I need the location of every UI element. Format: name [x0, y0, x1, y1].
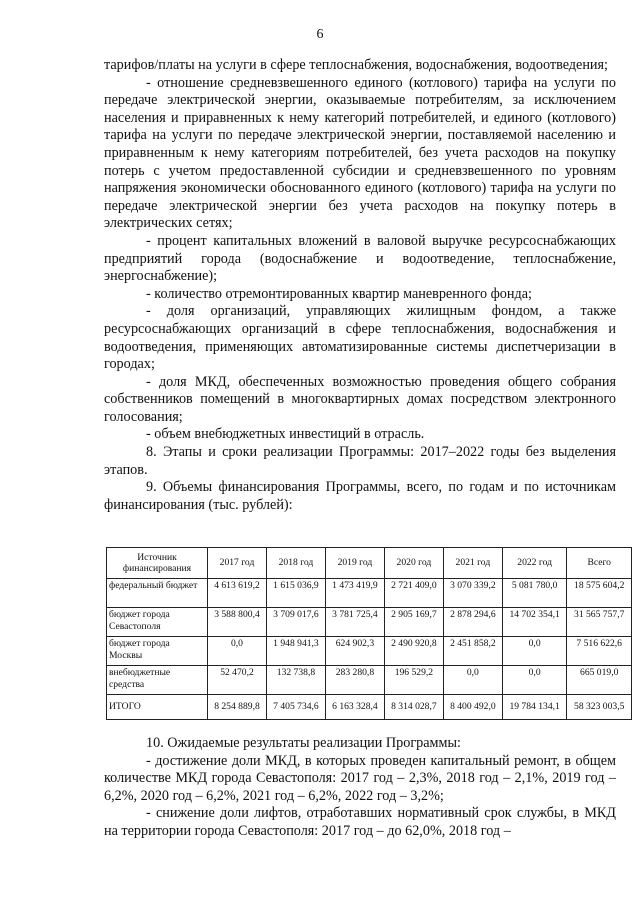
table-cell: 19 784 134,1	[502, 695, 567, 720]
table-cell: 8 400 492,0	[443, 695, 502, 720]
header-2020: 2020 год	[384, 548, 443, 579]
row-label: бюджет города Москвы	[107, 637, 208, 666]
table-cell: 665 019,0	[567, 666, 632, 695]
table-cell: 5 081 780,0	[502, 579, 567, 608]
table-cell: 624 902,3	[325, 637, 384, 666]
table-cell: 18 575 604,2	[567, 579, 632, 608]
header-source: Источник финансирования	[107, 548, 208, 579]
table-cell: 2 451 858,2	[443, 637, 502, 666]
table-cell: 58 323 003,5	[567, 695, 632, 720]
table-cell: 283 280,8	[325, 666, 384, 695]
paragraph-capital-repair-share: - достижение доли МКД, в которых проведен капитальный ремонт, в общем количестве МКД города Севастополя: 2017 год – 2,3%, 2018 год – 2,1%, 2019 год – 6,2%, 2020 год – 6,2%, 2021 год – 6,2%, 2022 год – 3,2%;	[104, 752, 616, 804]
header-2017: 2017 год	[208, 548, 267, 579]
paragraph-tariff-ratio: - отношение средневзвешенного единого (котлового) тарифа на услуги по передаче электрической энергии, оказываемые потребителям, за исключением населения и приравненных к нему категорий потребителей, и единого (котлового) тарифа на услуги по передаче электрической энергии, поставляемой населению и приравненным к нему категориям потребителей, без учета расходов на покупку потерь с учетом предоставленной субсидии и средневзвешенного по уровням напряжения экономически обоснованного единого (котлового) тарифа на услуги по передаче электрической энергии без учета расходов на покупку потерь в электрических сетях;	[104, 74, 616, 232]
table-cell: 3 781 725,4	[325, 608, 384, 637]
table-row	[107, 579, 632, 608]
table-cell: 2 721 409,0	[384, 579, 443, 608]
table-row	[107, 637, 632, 666]
table-cell: 3 709 017,6	[266, 608, 325, 637]
header-2019: 2019 год	[325, 548, 384, 579]
table-row	[107, 608, 632, 637]
row-label: бюджет города Севастополя	[107, 608, 208, 637]
row-label: внебюджетные средства	[107, 666, 208, 695]
document-body	[104, 57, 616, 514]
header-total: Всего	[567, 548, 632, 579]
table-cell: 52 470,2	[208, 666, 267, 695]
table-cell: 132 738,8	[266, 666, 325, 695]
page-number: 6	[316, 27, 324, 42]
table-row-total	[107, 695, 632, 720]
table-cell: 0,0	[443, 666, 502, 695]
paragraph-tariffs-continued: тарифов/платы на услуги в сфере теплоснабжения, водоснабжения, водоотведения;	[104, 57, 608, 73]
paragraph-expected-results-heading: 10. Ожидаемые результаты реализации Программы:	[146, 735, 461, 751]
header-2018: 2018 год	[266, 548, 325, 579]
table-row	[107, 666, 632, 695]
table-cell: 8 314 028,7	[384, 695, 443, 720]
header-2021: 2021 год	[443, 548, 502, 579]
table-cell: 2 490 920,8	[384, 637, 443, 666]
table-cell: 3 588 800,4	[208, 608, 267, 637]
table-cell: 31 565 757,7	[567, 608, 632, 637]
paragraph-funding-volumes: 9. Объемы финансирования Программы, всего, по годам и по источникам финансирования (тыс. рублей):	[104, 479, 616, 513]
row-label: ИТОГО	[107, 695, 208, 720]
table-cell: 1 615 036,9	[266, 579, 325, 608]
table-cell: 1 473 419,9	[325, 579, 384, 608]
header-2022: 2022 год	[502, 548, 567, 579]
table-header-row	[107, 548, 632, 579]
paragraph-stages: 8. Этапы и сроки реализации Программы: 2017–2022 годы без выделения этапов.	[104, 444, 616, 478]
table-cell: 6 163 328,4	[325, 695, 384, 720]
table-cell: 0,0	[208, 637, 267, 666]
paragraph-repaired-apartments: - количество отремонтированных квартир маневренного фонда;	[146, 285, 532, 302]
table-cell: 3 070 339,2	[443, 579, 502, 608]
table-cell: 14 702 354,1	[502, 608, 567, 637]
funding-table	[106, 547, 632, 720]
table-cell: 2 905 169,7	[384, 608, 443, 637]
paragraph-capital-investment: - процент капитальных вложений в валовой выручке ресурсоснабжающих предприятий города (водоснабжение и водоотведение, теплоснабжение, энергоснабжение);	[104, 232, 616, 285]
paragraph-extrabudgetary-investment: - объем внебюджетных инвестиций в отрасль.	[146, 426, 425, 443]
table-cell: 4 613 619,2	[208, 579, 267, 608]
table-cell: 8 254 889,8	[208, 695, 267, 720]
row-label: федеральный бюджет	[107, 579, 208, 608]
table-cell: 2 878 294,6	[443, 608, 502, 637]
expected-results-section	[104, 735, 616, 841]
paragraph-dispatch-automation: - доля организаций, управляющих жилищным фондом, а также ресурсоснабжающих организаций в сфере теплоснабжения, водоснабжения и водоотведения, применяющих автоматизированные системы диспетчеризации в городах;	[104, 303, 616, 373]
table-cell: 7 516 622,6	[567, 637, 632, 666]
paragraph-electronic-voting: - доля МКД, обеспеченных возможностью проведения общего собрания собственников помещений в многоквартирных домах посредством электронного голосования;	[104, 373, 616, 425]
table-cell: 1 948 941,3	[266, 637, 325, 666]
table-cell: 0,0	[502, 666, 567, 695]
table-cell: 0,0	[502, 637, 567, 666]
table-cell: 196 529,2	[384, 666, 443, 695]
paragraph-elevator-share: - снижение доли лифтов, отработавших нормативный срок службы, в МКД на территории города Севастополя: 2017 год – до 62,0%, 2018 год –	[104, 805, 616, 839]
table-cell: 7 405 734,6	[266, 695, 325, 720]
